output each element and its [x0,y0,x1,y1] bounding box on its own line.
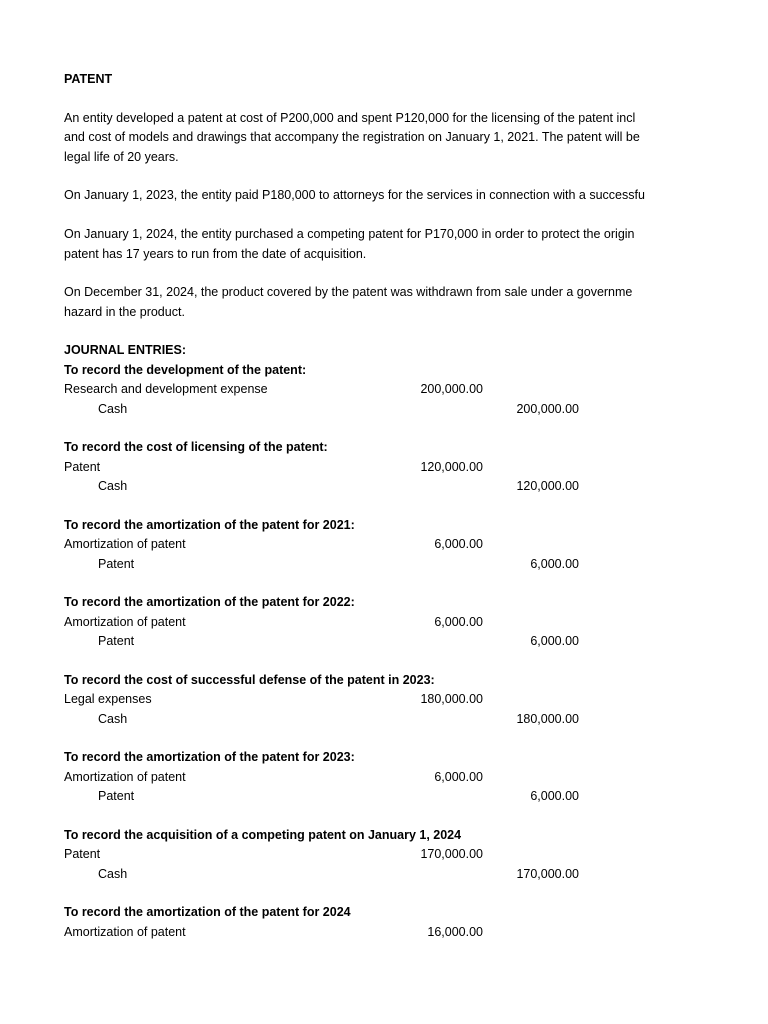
credit-account: Cash [98,402,128,416]
credit-account: Cash [98,867,128,881]
entry-heading: To record the cost of successful defense of the patent in 2023: [64,673,435,687]
debit-account: Amortization of patent [64,537,186,551]
entry-heading: To record the development of the patent: [64,363,307,377]
debit-account: Patent [64,460,101,474]
debit-amount: 200,000.00 [420,382,483,396]
credit-account: Patent [98,634,135,648]
entry-heading: To record the amortization of the patent for 2021: [64,518,355,532]
paragraph-line: On January 1, 2023, the entity paid P180,000 to attorneys for the services in connection with a successfu [64,188,645,202]
entry-heading: To record the acquisition of a competing patent on January 1, 2024 [64,828,462,842]
debit-account: Research and development expense [64,382,268,396]
credit-amount: 6,000.00 [530,557,579,571]
paragraph-line: On December 31, 2024, the product covered by the patent was withdrawn from sale under a governme [64,285,633,299]
paragraph-line: legal life of 20 years. [64,150,179,164]
journal-heading: JOURNAL ENTRIES: [64,343,187,357]
entry-heading: To record the amortization of the patent for 2024 [64,905,351,919]
credit-account: Patent [98,789,135,803]
debit-account: Legal expenses [64,692,152,706]
debit-account: Patent [64,847,101,861]
paragraph-line: and cost of models and drawings that accompany the registration on January 1, 2021. The patent will be [64,130,640,144]
credit-account: Cash [98,479,128,493]
debit-amount: 6,000.00 [434,770,483,784]
paragraph-line: hazard in the product. [64,305,185,319]
credit-amount: 6,000.00 [530,789,579,803]
paragraph-line: patent has 17 years to run from the date of acquisition. [64,247,367,261]
debit-amount: 180,000.00 [420,692,483,706]
paragraph-line: On January 1, 2024, the entity purchased a competing patent for P170,000 in order to protect the origin [64,227,635,241]
credit-account: Cash [98,712,128,726]
credit-amount: 200,000.00 [516,402,579,416]
debit-amount: 16,000.00 [427,925,483,939]
paragraph-line: An entity developed a patent at cost of P200,000 and spent P120,000 for the licensing of the patent incl [64,111,636,125]
entry-heading: To record the amortization of the patent for 2022: [64,595,355,609]
credit-amount: 6,000.00 [530,634,579,648]
debit-account: Amortization of patent [64,615,186,629]
credit-amount: 120,000.00 [516,479,579,493]
debit-amount: 170,000.00 [420,847,483,861]
debit-amount: 120,000.00 [420,460,483,474]
credit-amount: 170,000.00 [516,867,579,881]
debit-amount: 6,000.00 [434,615,483,629]
debit-account: Amortization of patent [64,925,186,939]
entry-heading: To record the cost of licensing of the patent: [64,440,328,454]
debit-amount: 6,000.00 [434,537,483,551]
entry-heading: To record the amortization of the patent for 2023: [64,750,355,764]
credit-amount: 180,000.00 [516,712,579,726]
credit-account: Patent [98,557,135,571]
debit-account: Amortization of patent [64,770,186,784]
document-title: PATENT [64,72,113,86]
